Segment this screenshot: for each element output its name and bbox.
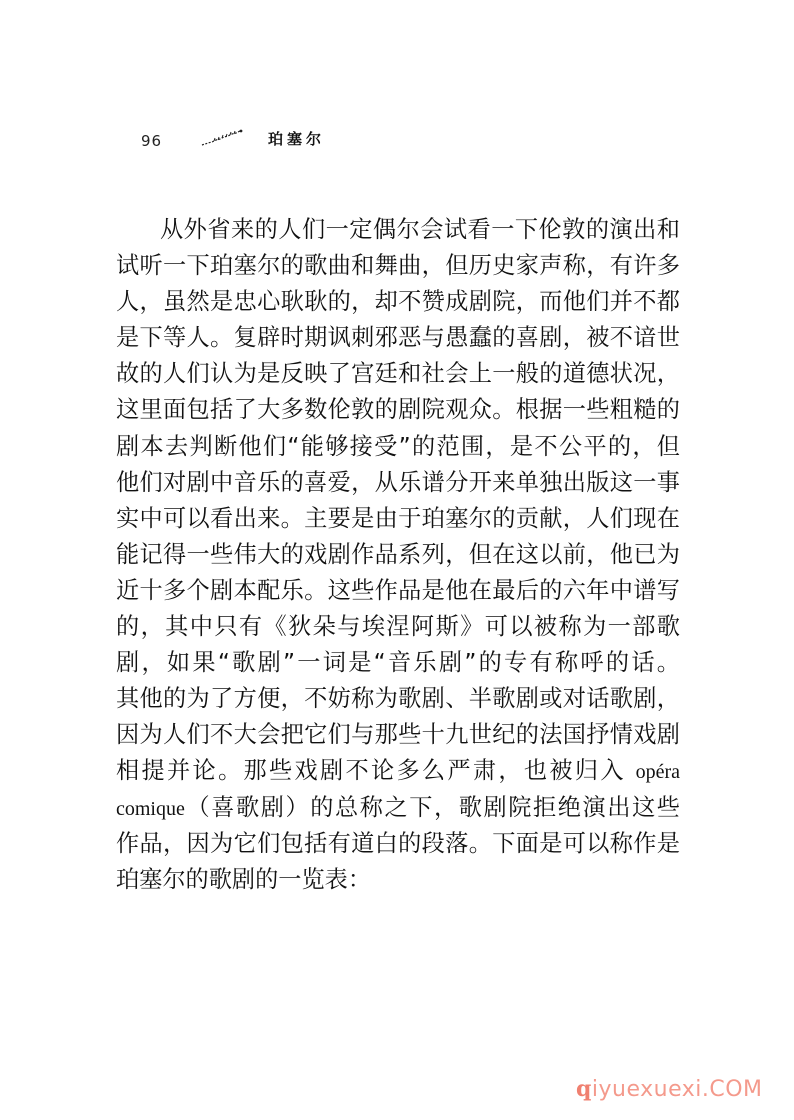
- text-line: 的，其中只有《狄朵与埃涅阿斯》可以被称为一部歌: [116, 613, 680, 641]
- text-line: 剧本去判断他们“能够接受”的范围，是不公平的，但: [116, 432, 680, 460]
- text-line: 剧，如果“歌剧”一词是“音乐剧”的专有称呼的话。: [116, 649, 680, 677]
- watermark: [576, 1076, 763, 1102]
- text-line-mixed: [116, 753, 680, 789]
- text-line: 作品，因为它们包括有道白的段落。下面是可以称作是: [116, 829, 680, 857]
- text-line: 近十多个剧本配乐。这些作品是他在最后的六年中谱写: [116, 576, 680, 604]
- text-line: 能记得一些伟大的戏剧作品系列，但在这以前，他已为: [116, 540, 680, 568]
- watermark-q: q: [576, 1076, 592, 1102]
- running-title: 珀塞尔: [268, 130, 326, 148]
- text-line: 故的人们认为是反映了宫廷和社会上一般的道德状况，: [116, 360, 680, 388]
- watermark-text: iyuexuexi.COM: [591, 1077, 763, 1102]
- running-head: [0, 0, 794, 160]
- text-line: 是下等人。复辟时期讽刺邪恶与愚蠢的喜剧，被不谙世: [116, 324, 680, 352]
- latin-term-opera: opéra: [635, 761, 680, 784]
- latin-term-comique: comique: [116, 797, 185, 820]
- feather-ornament-icon: [200, 128, 246, 148]
- text-line: 人，虽然是忠心耿耿的，却不赞成剧院，而他们并不都: [116, 288, 680, 316]
- text-line-mixed: [116, 790, 680, 826]
- text-line: 这里面包括了大多数伦敦的剧院观众。根据一些粗糙的: [116, 396, 680, 424]
- page-number: 96: [141, 132, 163, 150]
- text-line: 珀塞尔的歌剧的一览表：: [116, 865, 372, 893]
- text-line: 其他的为了方便，不妨称为歌剧、半歌剧或对话歌剧，: [116, 685, 680, 713]
- text-segment: （喜歌剧）的总称之下，歌剧院拒绝演出这些: [184, 793, 680, 821]
- text-line: 从外省来的人们一定偶尔会试看一下伦敦的演出和: [160, 216, 680, 243]
- text-segment: 相提并论。那些戏剧不论多么严肃，也被归入: [116, 757, 626, 785]
- text-line: 因为人们不大会把它们与那些十九世纪的法国抒情戏剧: [116, 721, 680, 749]
- text-line: 实中可以看出来。主要是由于珀塞尔的贡献，人们现在: [116, 504, 680, 532]
- text-line: 试听一下珀塞尔的歌曲和舞曲，但历史家声称，有许多: [116, 252, 680, 280]
- text-line: 他们对剧中音乐的喜爱，从乐谱分开来单独出版这一事: [116, 468, 680, 496]
- body-paragraph: [116, 212, 680, 898]
